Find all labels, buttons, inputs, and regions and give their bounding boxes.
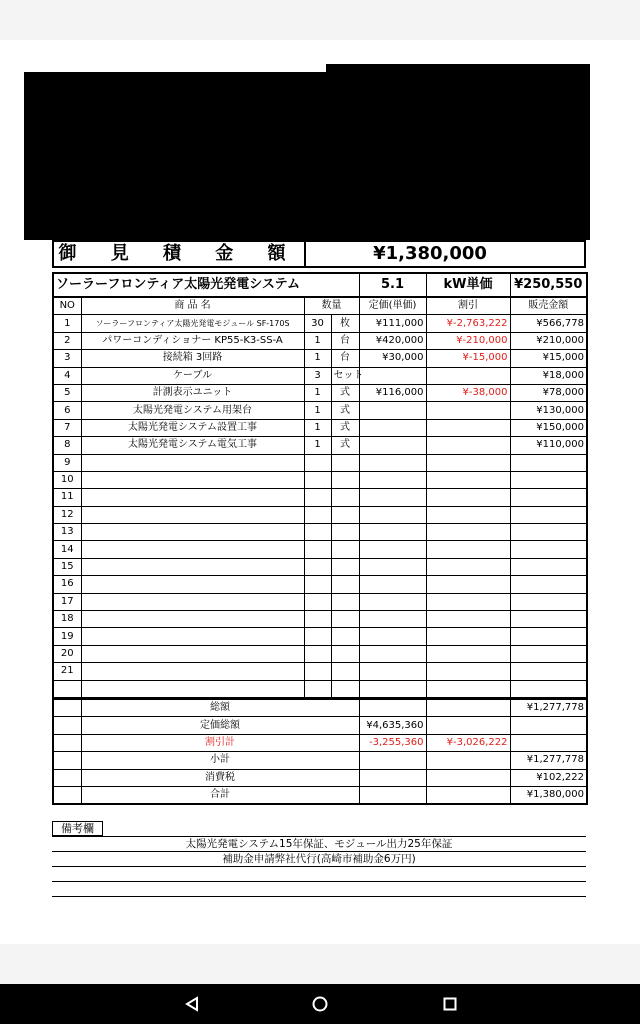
table-row	[53, 558, 587, 575]
row-no: 16	[53, 576, 81, 593]
row-unit	[331, 645, 359, 662]
remarks-label: 備考欄	[52, 821, 103, 836]
row-qty	[304, 558, 331, 575]
summary-list-price	[359, 786, 426, 804]
row-sale-amount: ¥130,000	[510, 402, 587, 419]
summary-discount	[426, 769, 510, 786]
summary-label: 総額	[81, 698, 359, 716]
quote-title: 御 見 積 金 額	[54, 242, 306, 266]
summary-row	[53, 717, 587, 734]
row-list-price	[359, 611, 426, 628]
row-qty: 1	[304, 350, 331, 367]
row-list-price	[359, 454, 426, 471]
row-product-name	[81, 471, 304, 488]
summary-spacer	[53, 769, 81, 786]
row-discount	[426, 471, 510, 488]
row-qty	[304, 576, 331, 593]
row-qty	[304, 524, 331, 541]
row-qty: 3	[304, 367, 331, 384]
row-discount: ¥-210,000	[426, 332, 510, 349]
table-row	[53, 454, 587, 471]
table-row	[53, 367, 587, 384]
row-product-name	[81, 663, 304, 680]
table-row	[53, 471, 587, 488]
row-unit: 式	[331, 402, 359, 419]
home-icon	[311, 995, 329, 1013]
row-discount	[426, 593, 510, 610]
row-list-price	[359, 680, 426, 698]
recents-button[interactable]	[430, 984, 470, 1024]
row-unit	[331, 663, 359, 680]
row-sale-amount	[510, 558, 587, 575]
row-product-name	[81, 576, 304, 593]
row-discount	[426, 541, 510, 558]
table-row	[53, 489, 587, 506]
summary-sale-amount	[510, 717, 587, 734]
summary-discount: ¥-3,026,222	[426, 734, 510, 751]
row-sale-amount	[510, 611, 587, 628]
table-row	[53, 350, 587, 367]
row-product-name: ソーラーフロンティア太陽光発電モジュール SF-170S	[81, 315, 304, 332]
row-sale-amount	[510, 628, 587, 645]
row-discount: ¥-2,763,222	[426, 315, 510, 332]
row-qty: 1	[304, 437, 331, 454]
row-no: 3	[53, 350, 81, 367]
row-list-price	[359, 576, 426, 593]
summary-list-price: -3,255,360	[359, 734, 426, 751]
row-qty: 1	[304, 332, 331, 349]
row-unit	[331, 454, 359, 471]
row-qty	[304, 471, 331, 488]
row-product-name: 計測表示ユニット	[81, 384, 304, 401]
row-qty: 1	[304, 419, 331, 436]
row-sale-amount	[510, 680, 587, 698]
quote-document	[0, 40, 640, 944]
table-row	[53, 593, 587, 610]
row-list-price: ¥111,000	[359, 315, 426, 332]
row-unit	[331, 558, 359, 575]
row-list-price	[359, 524, 426, 541]
system-kw: 5.1	[359, 273, 426, 297]
row-no: 15	[53, 558, 81, 575]
row-sale-amount	[510, 593, 587, 610]
summary-list-price: ¥4,635,360	[359, 717, 426, 734]
row-unit	[331, 576, 359, 593]
row-unit: 台	[331, 350, 359, 367]
summary-sale-amount: ¥1,277,778	[510, 752, 587, 769]
row-sale-amount: ¥18,000	[510, 367, 587, 384]
header-row	[53, 297, 587, 315]
summary-spacer	[53, 734, 81, 751]
row-no: 2	[53, 332, 81, 349]
summary-discount	[426, 717, 510, 734]
summary-label: 割引計	[81, 734, 359, 751]
quote-total-box	[52, 240, 586, 268]
row-no: 5	[53, 384, 81, 401]
row-discount	[426, 680, 510, 698]
row-list-price	[359, 593, 426, 610]
summary-row	[53, 752, 587, 769]
row-discount	[426, 419, 510, 436]
row-sale-amount: ¥110,000	[510, 437, 587, 454]
android-navbar	[0, 984, 640, 1024]
row-product-name	[81, 524, 304, 541]
row-qty	[304, 663, 331, 680]
table-row	[53, 437, 587, 454]
row-unit	[331, 593, 359, 610]
table-row	[53, 645, 587, 662]
row-sale-amount	[510, 524, 587, 541]
row-product-name	[81, 489, 304, 506]
row-sale-amount	[510, 576, 587, 593]
row-product-name	[81, 593, 304, 610]
redacted-block	[24, 72, 328, 240]
row-product-name	[81, 454, 304, 471]
summary-list-price	[359, 698, 426, 716]
system-row	[53, 273, 587, 297]
row-sale-amount: ¥15,000	[510, 350, 587, 367]
summary-discount	[426, 752, 510, 769]
row-discount	[426, 558, 510, 575]
row-list-price	[359, 402, 426, 419]
summary-row	[53, 786, 587, 804]
row-discount	[426, 663, 510, 680]
row-qty	[304, 593, 331, 610]
row-qty: 1	[304, 384, 331, 401]
row-discount	[426, 628, 510, 645]
header-name: 商 品 名	[81, 297, 304, 315]
row-product-name: パワーコンディショナー KP55-K3-SS-A	[81, 332, 304, 349]
summary-list-price	[359, 752, 426, 769]
table-row	[53, 332, 587, 349]
row-no: 12	[53, 506, 81, 523]
row-discount	[426, 506, 510, 523]
row-product-name: 太陽光発電システム電気工事	[81, 437, 304, 454]
row-discount	[426, 437, 510, 454]
summary-sale-amount	[510, 734, 587, 751]
table-row	[53, 419, 587, 436]
summary-sale-amount: ¥1,277,778	[510, 698, 587, 716]
row-discount	[426, 611, 510, 628]
recents-icon	[442, 996, 458, 1012]
row-sale-amount: ¥566,778	[510, 315, 587, 332]
row-discount	[426, 454, 510, 471]
summary-sale-amount: ¥102,222	[510, 769, 587, 786]
row-no: 4	[53, 367, 81, 384]
row-list-price	[359, 628, 426, 645]
header-sale: 販売金額	[510, 297, 587, 315]
row-qty	[304, 645, 331, 662]
summary-row	[53, 769, 587, 786]
row-product-name	[81, 541, 304, 558]
row-qty	[304, 454, 331, 471]
row-no: 21	[53, 663, 81, 680]
redacted-block	[326, 64, 590, 240]
summary-spacer	[53, 752, 81, 769]
row-no: 6	[53, 402, 81, 419]
summary-discount	[426, 698, 510, 716]
summary-label: 定価総額	[81, 717, 359, 734]
row-list-price	[359, 645, 426, 662]
kw-unit-price: ¥250,550	[510, 273, 587, 297]
summary-spacer	[53, 717, 81, 734]
row-qty	[304, 489, 331, 506]
row-product-name	[81, 558, 304, 575]
remarks-line: 補助金申請弊社代行(高崎市補助金6万円)	[52, 852, 586, 867]
row-sale-amount	[510, 506, 587, 523]
row-unit	[331, 680, 359, 698]
table-row	[53, 384, 587, 401]
header-no: NO	[53, 297, 81, 315]
back-button[interactable]	[172, 984, 212, 1024]
summary-label: 合計	[81, 786, 359, 804]
row-sale-amount	[510, 541, 587, 558]
row-discount	[426, 524, 510, 541]
row-list-price	[359, 367, 426, 384]
summary-spacer	[53, 698, 81, 716]
row-list-price	[359, 541, 426, 558]
remarks-section	[52, 817, 586, 897]
row-unit: セット	[331, 367, 359, 384]
row-discount	[426, 367, 510, 384]
row-qty: 30	[304, 315, 331, 332]
row-sale-amount: ¥78,000	[510, 384, 587, 401]
summary-sale-amount: ¥1,380,000	[510, 786, 587, 804]
row-sale-amount	[510, 471, 587, 488]
table-row	[53, 506, 587, 523]
table-row	[53, 315, 587, 332]
home-button[interactable]	[300, 984, 340, 1024]
header-list-price: 定価(単価)	[359, 297, 426, 315]
row-no	[53, 680, 81, 698]
summary-discount	[426, 786, 510, 804]
row-unit	[331, 628, 359, 645]
row-list-price	[359, 558, 426, 575]
row-list-price	[359, 437, 426, 454]
row-no: 9	[53, 454, 81, 471]
table-row	[53, 611, 587, 628]
row-no: 10	[53, 471, 81, 488]
row-no: 11	[53, 489, 81, 506]
row-product-name: 接続箱 3回路	[81, 350, 304, 367]
row-no: 17	[53, 593, 81, 610]
row-qty	[304, 611, 331, 628]
header-discount: 割引	[426, 297, 510, 315]
row-sale-amount	[510, 663, 587, 680]
row-sale-amount	[510, 454, 587, 471]
row-no: 13	[53, 524, 81, 541]
row-no: 19	[53, 628, 81, 645]
row-list-price: ¥116,000	[359, 384, 426, 401]
row-list-price: ¥30,000	[359, 350, 426, 367]
summary-list-price	[359, 769, 426, 786]
row-product-name	[81, 628, 304, 645]
row-unit	[331, 541, 359, 558]
row-discount	[426, 645, 510, 662]
remarks-line	[52, 882, 586, 897]
row-discount: ¥-15,000	[426, 350, 510, 367]
quote-total-amount: ¥1,380,000	[373, 243, 487, 264]
row-discount	[426, 402, 510, 419]
row-unit	[331, 489, 359, 506]
summary-spacer	[53, 786, 81, 804]
back-icon	[184, 996, 200, 1012]
row-list-price	[359, 419, 426, 436]
row-list-price	[359, 471, 426, 488]
row-product-name: ケーブル	[81, 367, 304, 384]
row-no: 1	[53, 315, 81, 332]
row-unit	[331, 524, 359, 541]
row-list-price	[359, 489, 426, 506]
row-no: 14	[53, 541, 81, 558]
row-qty	[304, 628, 331, 645]
summary-row	[53, 734, 587, 751]
row-list-price	[359, 663, 426, 680]
row-unit: 式	[331, 437, 359, 454]
row-product-name	[81, 506, 304, 523]
row-sale-amount	[510, 489, 587, 506]
row-discount	[426, 489, 510, 506]
row-discount	[426, 576, 510, 593]
row-qty: 1	[304, 402, 331, 419]
row-discount: ¥-38,000	[426, 384, 510, 401]
row-product-name	[81, 680, 304, 698]
row-list-price	[359, 506, 426, 523]
row-product-name	[81, 645, 304, 662]
row-unit	[331, 611, 359, 628]
row-unit: 式	[331, 384, 359, 401]
table-row	[53, 541, 587, 558]
row-no: 18	[53, 611, 81, 628]
row-sale-amount: ¥210,000	[510, 332, 587, 349]
row-unit: 式	[331, 419, 359, 436]
table-row	[53, 663, 587, 680]
table-row	[53, 628, 587, 645]
header-qty: 数量	[304, 297, 359, 315]
row-qty	[304, 506, 331, 523]
row-no: 7	[53, 419, 81, 436]
system-name: ソーラーフロンティア太陽光発電システム	[53, 273, 359, 297]
row-product-name: 太陽光発電システム設置工事	[81, 419, 304, 436]
table-row	[53, 524, 587, 541]
row-unit: 枚	[331, 315, 359, 332]
row-unit: 台	[331, 332, 359, 349]
row-unit	[331, 471, 359, 488]
row-no: 8	[53, 437, 81, 454]
row-qty	[304, 680, 331, 698]
remarks-line: 太陽光発電システム15年保証、モジュール出力25年保証	[52, 837, 586, 852]
row-sale-amount	[510, 645, 587, 662]
kw-unit-label: kW単価	[426, 273, 510, 297]
summary-row	[53, 698, 587, 716]
table-row	[53, 402, 587, 419]
row-product-name: 太陽光発電システム用架台	[81, 402, 304, 419]
table-row	[53, 680, 587, 698]
remarks-line	[52, 867, 586, 882]
summary-label: 小計	[81, 752, 359, 769]
row-list-price: ¥420,000	[359, 332, 426, 349]
row-unit	[331, 506, 359, 523]
row-qty	[304, 541, 331, 558]
row-product-name	[81, 611, 304, 628]
row-no: 20	[53, 645, 81, 662]
quote-table	[52, 272, 588, 805]
table-row	[53, 576, 587, 593]
row-sale-amount: ¥150,000	[510, 419, 587, 436]
summary-label: 消費税	[81, 769, 359, 786]
